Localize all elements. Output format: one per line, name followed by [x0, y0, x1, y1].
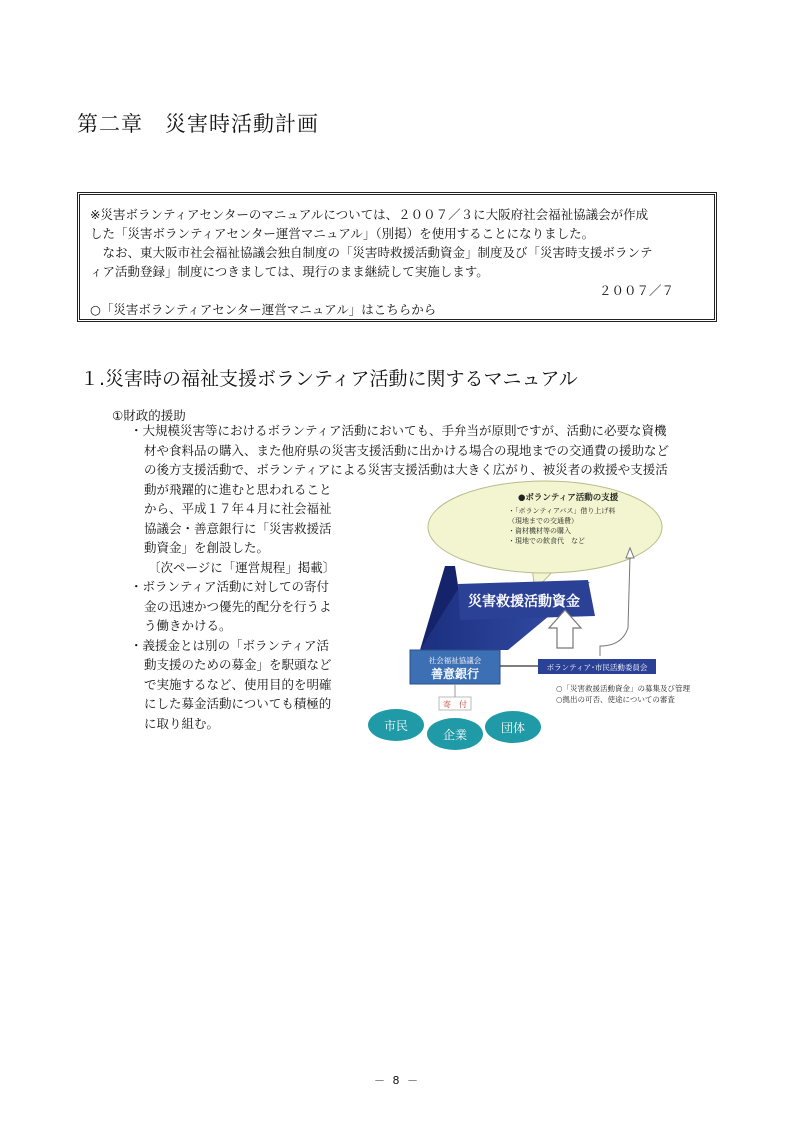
- notice-box: [77, 192, 717, 322]
- body-line: 材や食料品の購入、また他府県の災害支援活動に出かける場合の現地までの交通費の援助など: [144, 442, 670, 458]
- donor-label: 団体: [500, 721, 526, 735]
- donor-label: 市民: [383, 719, 409, 733]
- body-line: 動が飛躍的に進むと思われること: [144, 481, 332, 497]
- donor-organizations: [485, 711, 541, 743]
- notice-line: なお、東大阪市社会福祉協議会独自制度の「災害時救援活動資金」制度及び「災害時支援ボランテ: [90, 245, 653, 260]
- connector-line: [600, 556, 630, 656]
- committee-note: ○「災害救援活動資金」の募集及び管理: [556, 684, 691, 693]
- chapter-title: 第二章 災害時活動計画: [77, 112, 319, 136]
- manual-link[interactable]: ○「災害ボランティアセンター運営マニュアル」はこちらから: [90, 302, 437, 317]
- body-line: 動資金」を創設した。: [144, 540, 270, 555]
- notice-line: した「災害ボランティアセンター運営マニュアル」（別掲）を使用することになりました。: [90, 226, 595, 241]
- donation-label: 寄 付: [443, 700, 467, 709]
- body-text-left: [130, 480, 335, 734]
- body-text-full: [130, 421, 669, 480]
- bubble-item: （現地までの交通費）: [508, 517, 578, 525]
- bank-title: 善意銀行: [430, 667, 480, 681]
- body-line: の後方支援活動で、ボランティアによる災害支援活動は大きく広がり、被災者の救援や支援活: [144, 462, 668, 477]
- support-diagram: [360, 478, 725, 753]
- body-line: ・大規模災害等におけるボランティア活動においても、手弁当が原則ですが、活動に必要な資機: [130, 423, 667, 438]
- bubble-item: ・現地での飲食代 など: [508, 537, 585, 545]
- committee-label: ボランティア･市民活動委員会: [546, 663, 648, 672]
- body-line: う働きかける。: [144, 618, 232, 633]
- bubble-item: ・「ボランティアバス」借り上げ料: [508, 507, 616, 515]
- donor-companies: [427, 718, 483, 750]
- fund-label: 災害救援活動資金: [468, 594, 580, 610]
- notice-date: ２００７／７: [598, 283, 674, 298]
- bubble-item: ・資材機材等の購入: [508, 527, 571, 535]
- donor-citizens: [368, 709, 424, 741]
- bubble-title: ●ボランティア活動の支援: [518, 493, 619, 503]
- body-line: に取り組む。: [144, 715, 220, 731]
- page-number: － 8 －: [374, 1074, 420, 1087]
- notice-line: ィア活動登録」制度につきましては、現行のまま継続して実施します。: [90, 264, 489, 279]
- body-line: から、平成１７年４月に社会福祉: [144, 501, 332, 516]
- section-heading: １.災害時の福祉支援ボランティア活動に関するマニュアル: [80, 368, 578, 390]
- subsection-heading: ①財政的援助: [112, 408, 186, 423]
- committee-note: ○拠出の可否、使途についての審査: [556, 695, 675, 704]
- body-line: で実施するなど、使用目的を明確: [144, 676, 332, 692]
- body-line: ・義援金とは別の「ボランティア活: [130, 637, 330, 653]
- donor-label: 企業: [442, 728, 468, 742]
- support-bubble: [428, 481, 662, 590]
- body-line: 金の迅速かつ優先的配分を行うよ: [144, 598, 332, 614]
- body-line: 動支援のための募金」を駅頭など: [144, 657, 332, 672]
- bank-subtitle: 社会福祉協議会: [428, 656, 482, 665]
- body-line: 協議会・善意銀行に「災害救援活: [144, 520, 332, 536]
- body-line: 〔次ページに「運営規程」掲載〕: [148, 559, 336, 575]
- notice-line: ※災害ボランティアセンターのマニュアルについては、２００７／３に大阪府社会福祉協議会が作成: [90, 207, 649, 222]
- body-line: にした募金活動についても積極的: [144, 696, 332, 711]
- body-line: ・ボランティア活動に対しての寄付: [130, 579, 330, 594]
